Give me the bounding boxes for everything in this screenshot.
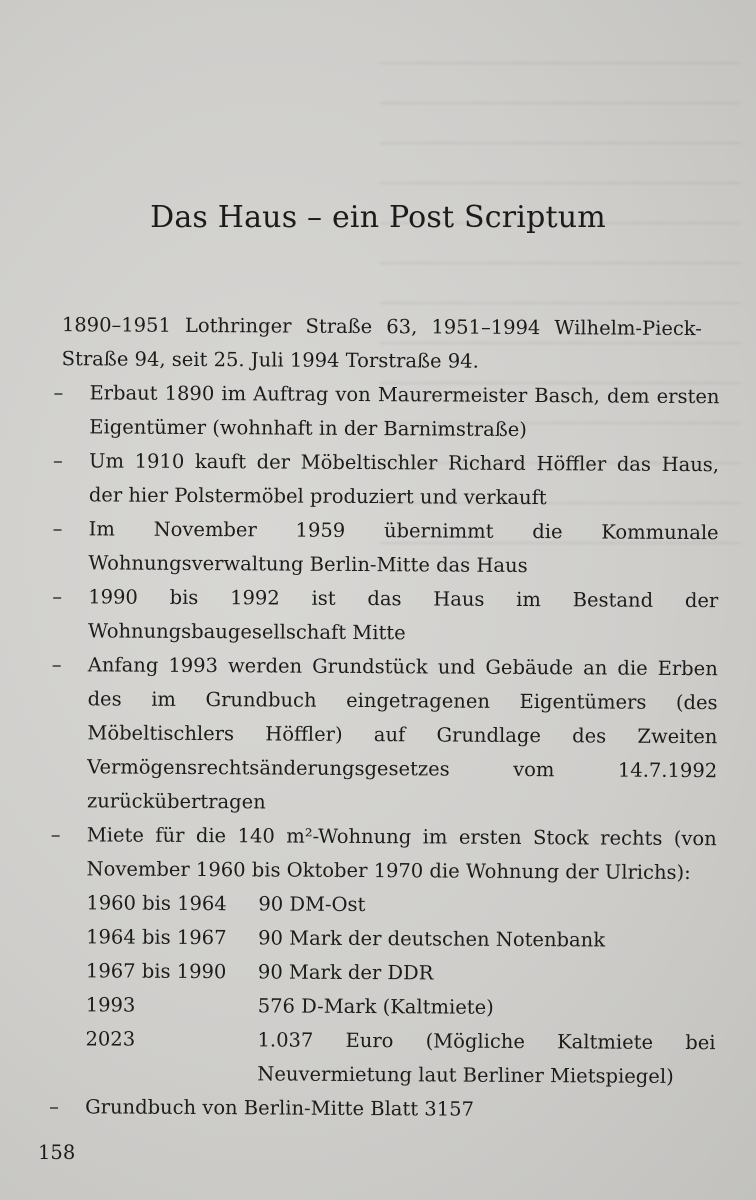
- list-item: [29, 1090, 715, 1128]
- list-dash: –: [50, 823, 61, 847]
- intro-paragraph: 1890–1951 Lothringer Straße 63, 1951–1994 Wilhelm-Pieck-Straße 94, seit 25. Juli 1994 Torstraße 94.: [61, 313, 702, 373]
- rent-row: [86, 886, 716, 924]
- list-item-text: 1990 bis 1992 ist das Haus im Bestand der Wohnungsbaugesellschaft Mitte: [87, 585, 719, 645]
- rent-period: 2023: [85, 1027, 136, 1051]
- list-item-text: Im November 1959 übernimmt die Kommunale Wohnungsverwaltung Berlin-Mitte das Haus: [88, 517, 719, 578]
- rent-period: 1967 bis 1990: [85, 959, 227, 984]
- list-item-text: Erbaut 1890 im Auftrag von Maurermeister Basch, dem ersten Eigentümer (wohnhaft in der Barnimstraße): [89, 381, 720, 442]
- rent-row: [86, 920, 716, 958]
- list-dash: –: [49, 1095, 59, 1119]
- page-content: [29, 308, 724, 1128]
- rent-period: 1993: [85, 993, 136, 1017]
- list-dash: –: [52, 449, 63, 473]
- list-dash: –: [52, 517, 63, 541]
- page-number: 158: [38, 1141, 76, 1164]
- rent-list-item: [29, 818, 717, 1094]
- rent-row: [85, 1022, 715, 1094]
- rent-amount: 90 Mark der deutschen Notenbank: [258, 926, 606, 952]
- list-item-text: Grundbuch von Berlin-Mitte Blatt 3157: [85, 1095, 475, 1121]
- rent-amount: 90 DM-Ost: [258, 892, 366, 917]
- list-item-text: Anfang 1993 werden Grundstück und Gebäude an die Erben des im Grundbuch eingetragenen Eigentümers (des Möbeltischlers Höffler) auf Grundlage des Zweiten Vermögensrechtsänderungsgesetzes vom 14.7.1992 zurückübertragen: [86, 653, 718, 814]
- rent-row: [86, 954, 716, 992]
- list-dash: –: [51, 653, 62, 677]
- rent-amount: 576 D-Mark (Kaltmiete): [257, 994, 494, 1019]
- page-title: Das Haus – ein Post Scriptum: [150, 200, 606, 235]
- list-item: [32, 580, 718, 652]
- list-item: [33, 444, 719, 516]
- list-item-text: Um 1910 kauft der Möbeltischler Richard Höffler das Haus, der hier Polstermöbel produziert und verkauft: [88, 449, 720, 510]
- list-item: [31, 648, 718, 822]
- list-item: [33, 376, 719, 448]
- rent-table: [85, 886, 716, 1094]
- list-dash: –: [53, 381, 64, 405]
- rent-row: [86, 988, 716, 1026]
- rent-amount: 1.037 Euro (Mögliche Kaltmiete bei Neuvermietung laut Berliner Mietspiegel): [257, 1028, 716, 1088]
- rent-period: 1964 bis 1967: [86, 925, 227, 950]
- list-item: [32, 512, 718, 584]
- fact-list: [29, 376, 724, 1128]
- list-dash: –: [52, 585, 63, 609]
- rent-period: 1960 bis 1964: [86, 891, 227, 916]
- rent-intro: Miete für die 140 m²-Wohnung im ersten Stock rechts (von November 1960 bis Oktober 1970 die Wohnung der Ulrichs):: [86, 823, 717, 885]
- rent-amount: 90 Mark der DDR: [257, 960, 434, 985]
